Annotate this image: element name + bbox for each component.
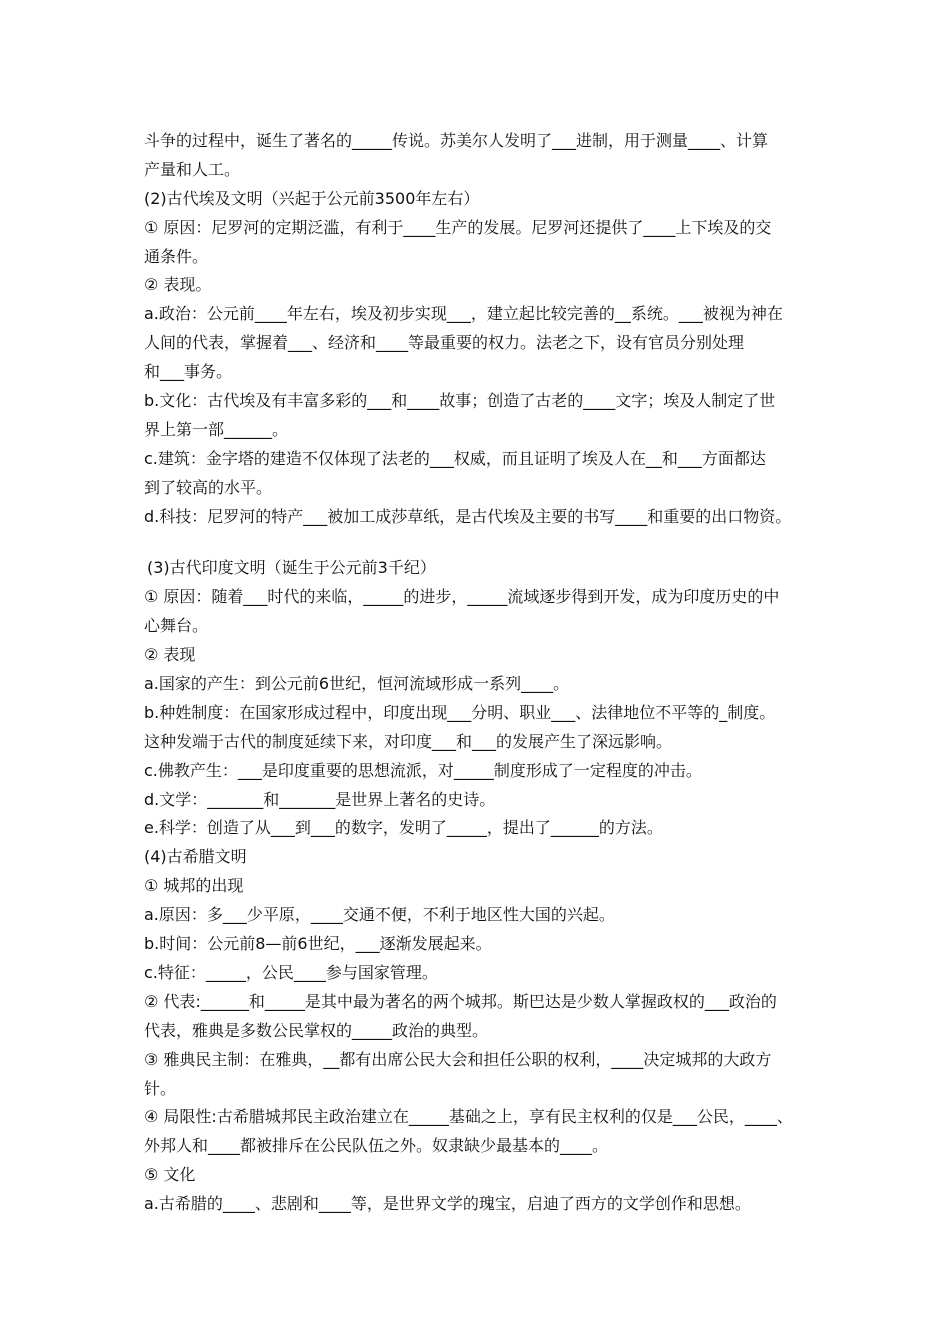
text-line: 界上第一部______。 (144, 419, 289, 439)
section-heading-greece: (4)古希腊文明 (144, 847, 247, 867)
text-line: ① 原因：尼罗河的定期泛滥，有利于____生产的发展。尼罗河还提供了____上下埃及的交 (144, 217, 772, 237)
text-line: a.古希腊的____、悲剧和____等，是世界文学的瑰宝，启迪了西方的文学创作和思想。 (144, 1194, 751, 1214)
text-line: c.建筑：金字塔的建造不仅体现了法老的___权威，而且证明了埃及人在__和___方面都达 (144, 448, 766, 468)
text-line: a.国家的产生：到公元前6世纪，恒河流域形成一系列____。 (144, 674, 570, 694)
text-line: 产量和人工。 (144, 159, 241, 179)
text-line: b.时间：公元前8—前6世纪，___逐渐发展起来。 (144, 934, 492, 954)
text-line: 外邦人和____都被排斥在公民队伍之外。奴隶缺少最基本的____。 (144, 1136, 609, 1156)
text-line: 针。 (144, 1078, 177, 1098)
section-heading-egypt: (2)古代埃及文明（兴起于公元前3500年左右） (144, 188, 480, 208)
text-line: c.佛教产生：___是印度重要的思想流派，对_____制度形成了一定程度的冲击。 (144, 760, 702, 780)
text-line: b.种姓制度：在国家形成过程中，印度出现___分明、职业___、法律地位不平等的_制度。 (144, 702, 776, 722)
text-line: 通条件。 (144, 246, 209, 266)
text-line: ① 原因：随着___时代的来临，_____的进步，_____流域逐步得到开发，成为印度历史的中 (144, 587, 780, 607)
text-line: ② 代表:______和_____是其中最为著名的两个城邦。斯巴达是少数人掌握政权的___政治的 (144, 991, 777, 1011)
text-line: ② 表现。 (144, 275, 212, 295)
paragraph-gap (144, 531, 824, 554)
text-line: e.科学：创造了从___到___的数字，发明了_____，提出了______的方法。 (144, 818, 663, 838)
text-line: a.原因：多___少平原，____交通不便，不利于地区性大国的兴起。 (144, 905, 615, 925)
text-line: 这种发端于古代的制度延续下来，对印度___和___的发展产生了深远影响。 (144, 731, 673, 751)
text-line: 和___事务。 (144, 362, 233, 382)
text-line: ② 表现 (144, 645, 196, 665)
text-line: 斗争的过程中，诞生了著名的_____传说。苏美尔人发明了___进制，用于测量____、计算 (144, 131, 769, 150)
text-line: 心舞台。 (144, 616, 209, 636)
text-line: d.文学：_______和_______是世界上著名的史诗。 (144, 789, 496, 809)
worksheet-text (144, 127, 824, 1219)
text-line: d.科技：尼罗河的特产___被加工成莎草纸，是古代埃及主要的书写____和重要的出口物资。 (144, 506, 792, 526)
text-line: 到了较高的水平。 (144, 477, 273, 497)
text-line: b.文化：古代埃及有丰富多彩的___和____故事；创造了古老的____文字；埃及人制定了世 (144, 391, 776, 411)
text-line: ④ 局限性:古希腊城邦民主政治建立在_____基础之上，享有民主权利的仅是___公民，____、 (144, 1107, 793, 1127)
text-line: ③ 雅典民主制：在雅典，__都有出席公民大会和担任公职的权利，____决定城邦的大政方 (144, 1049, 772, 1069)
text-line: ⑤ 文化 (144, 1165, 196, 1185)
text-line: 代表，雅典是多数公民掌权的_____政治的典型。 (144, 1020, 489, 1040)
section-heading-india: (3)古代印度文明（诞生于公元前3千纪） (147, 558, 436, 578)
text-line: c.特征：_____，公民____参与国家管理。 (144, 962, 438, 982)
text-line: ① 城邦的出现 (144, 876, 244, 896)
text-line: a.政治：公元前____年左右，埃及初步实现___，建立起比较完善的__系统。___被视为神在 (144, 304, 783, 324)
text-line: 人间的代表，掌握着___、经济和____等最重要的权力。法老之下，设有官员分别处理 (144, 333, 745, 353)
